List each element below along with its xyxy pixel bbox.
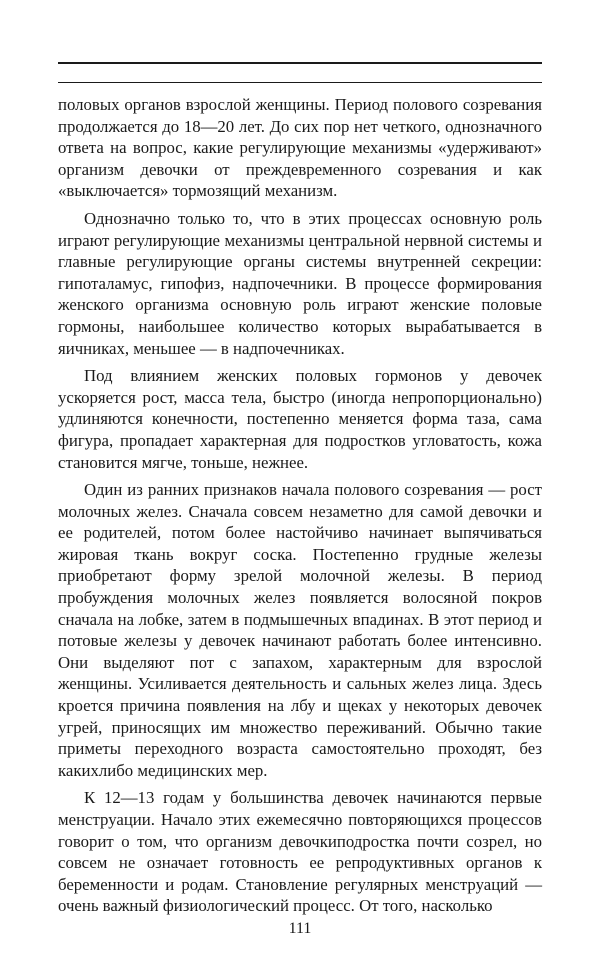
page-number: 111 [288,920,312,937]
paragraph-2: Однозначно только то, что в этих процессах основную роль играют регулирующие механизмы центральной нервной системы и главные регулирующие органы системы внутренней секреции: гипоталамус, гипофиз, надпочечники. В процессе формирования женского организма основную роль играют женские половые гормоны, наибольшее количество которых вырабатывается в яичниках, меньшее — в надпочечниках. [58,208,542,358]
paragraph-3: Под влиянием женских половых гормонов у девочек ускоряется рост, масса тела, быстро (иногда непропорционально) удлиняются конечности, постепенно меняется форма таза, сама фигура, пропадает характерная для подростков угловатость, кожа становится мягче, тоньше, нежнее. [58,366,542,472]
header-rule-bottom [58,82,542,83]
body-text [58,94,542,917]
paragraph-5: К 12—13 годам у большинства девочек начинаются первые менструации. Начало этих ежемесячно повторяющихся процессов говорит о том, что организм девочкиподростка почти созрел, но совсем не означает готовность ее репродуктивных органов к беременности и родам. Становление регулярных менструаций — очень важный физиологический процесс. От того, насколько [58,788,542,916]
header-rule-top [58,62,542,64]
paragraph-1: половых органов взрослой женщины. Период полового созревания продолжается до 18—20 лет. До сих пор нет четкого, однозначного ответа на вопрос, какие регулирующие механизмы «удерживают» организм девочки от преждевременного созревания и как «выключается» тормозящий механизм. [58,95,542,201]
paragraph-4: Один из ранних признаков начала полового созревания — рост молочных желез. Сначала совсем незаметно для самой девочки и ее родителей, потом более настойчиво начинает выпячиваться жировая ткань вокруг соска. Постепенно грудные железы приобретают форму зрелой молочной железы. В период пробуждения молочных желез появляется волосяной покров сначала на лобке, затем в подмышечных впадинах. В этот период и потовые железы у девочек начинают работать более интенсивно. Они выделяют пот с запахом, характерным для взрослой женщины. Усиливается деятельность и сальных желез лица. Здесь кроется причина появления на лбу и щеках у некоторых девочек угрей, приносящих им множество переживаний. Обычно такие приметы переходного возраста самостоятельно проходят, без какихлибо медицинских мер. [58,480,542,780]
